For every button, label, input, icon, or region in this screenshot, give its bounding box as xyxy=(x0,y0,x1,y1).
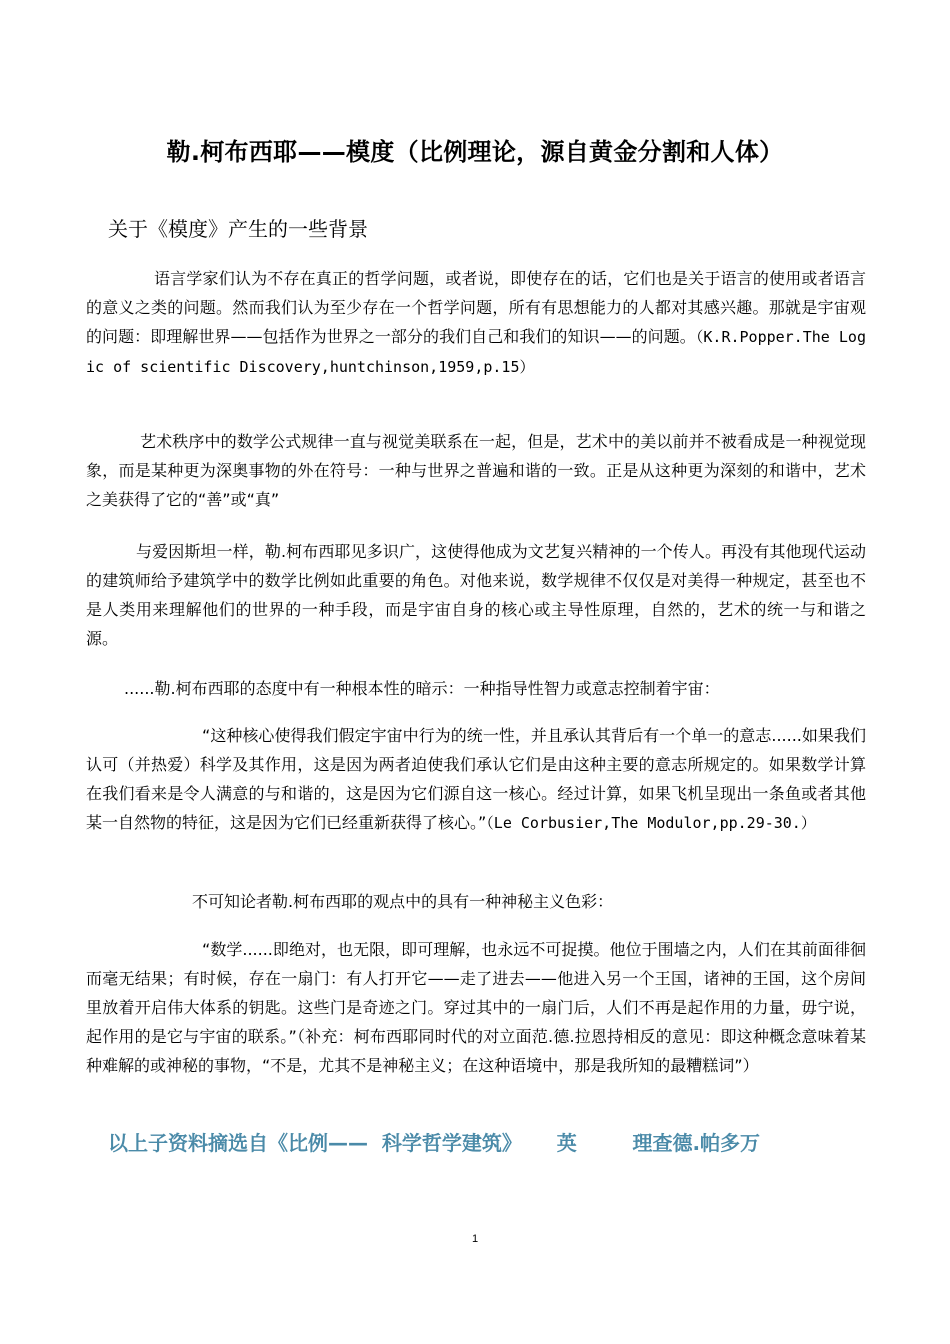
paragraph-attitude: ......勒.柯布西耶的态度中有一种根本性的暗示：一种指导性智力或意志控制着宇宙： xyxy=(124,679,720,698)
paragraph-einstein: 与爱因斯坦一样，勒.柯布西耶见多识广，这使得他成为文艺复兴精神的一个传人。再没有其他现代运动的建筑师给予建筑学中的数学比例如此重要的角色。对他来说，数学规律不仅仅是对美得一种规定，甚至也不是人类用来理解他们的世界的一种手段，而是宇宙自身的核心或主导性原理，自然的，艺术的统一与和谐之源。 xyxy=(86,542,866,648)
page-number: 1 xyxy=(471,1233,479,1245)
paragraph-mathematics-quote: “数学......即绝对，也无限，即可理解，也永远不可捉摸。他位于围墙之内，人们在其前面徘徊而毫无结果；有时候，存在一扇门：有人打开它——走了进去——他进入另一个王国，诸神的王国，这个房间里放着开启伟大体系的钥匙。这些门是奇迹之门。穿过其中的一扇门后，人们不再是起作用的力量，毋宁说，起作用的是它与宇宙的联系。”（补充：柯布西耶同时代的对立面范.德.拉恩持相反的意见：即这种概念意味着某种难解的或神秘的事物，“不是，尤其不是神秘主义；在这种语境中，那是我所知的最糟糕词”） xyxy=(86,940,866,1075)
section-heading: 关于《模度》产生的一些背景 xyxy=(108,217,368,241)
paragraph-text: “这种核心使得我们假定宇宙中行为的统一性，并且承认其背后有一个单一的意志......如果我们认可（并热爱）科学及其作用，这是因为两者迫使我们承认它们是由这种主要的意志所规定的。如果数学计算在我们看来是令人满意的与和谐的，这是因为它们源自这一核心。经过计算，如果飞机呈现出一条鱼或者其他某一自然物的特征，这是因为它们已经重新获得了核心。” xyxy=(86,726,866,832)
paragraph-art-order: 艺术秩序中的数学公式规律一直与视觉美联系在一起，但是，艺术中的美以前并不被看成是一种视觉现象，而是某种更为深奥事物的外在符号：一种与世界之普遍和谐的一致。正是从这种更为深刻的和谐中，艺术之美获得了它的“善”或“真” xyxy=(86,432,866,509)
paragraph-text: 语言学家们认为不存在真正的哲学问题，或者说，即使存在的话，它们也是关于语言的使用或者语言的意义之类的问题。然而我们认为至少存在一个哲学问题，所有有思想能力的人都对其感兴趣。那就是宇宙观的问题：即理解世界——包括作为世界之一部分的我们自己和我们的知识——的问题。 xyxy=(86,269,866,346)
document-title: 勒.柯布西耶——模度（比例理论，源自黄金分割和人体） xyxy=(166,138,784,166)
paragraph-corbusier-quote xyxy=(86,721,866,838)
citation-popper: （K.R.Popper.The Logic of scientific Discovery,huntchinson,1959,p.15） xyxy=(86,328,866,376)
paragraph-popper-quote xyxy=(86,264,866,382)
citation-modulor: （Le Corbusier,The Modulor,pp.29-30.） xyxy=(486,814,816,832)
source-note: 以上子资料摘选自《比例—— 科学哲学建筑》 英 理查德.帕多万 xyxy=(108,1131,761,1155)
paragraph-agnostic: 不可知论者勒.柯布西耶的观点中的具有一种神秘主义色彩： xyxy=(192,892,614,911)
